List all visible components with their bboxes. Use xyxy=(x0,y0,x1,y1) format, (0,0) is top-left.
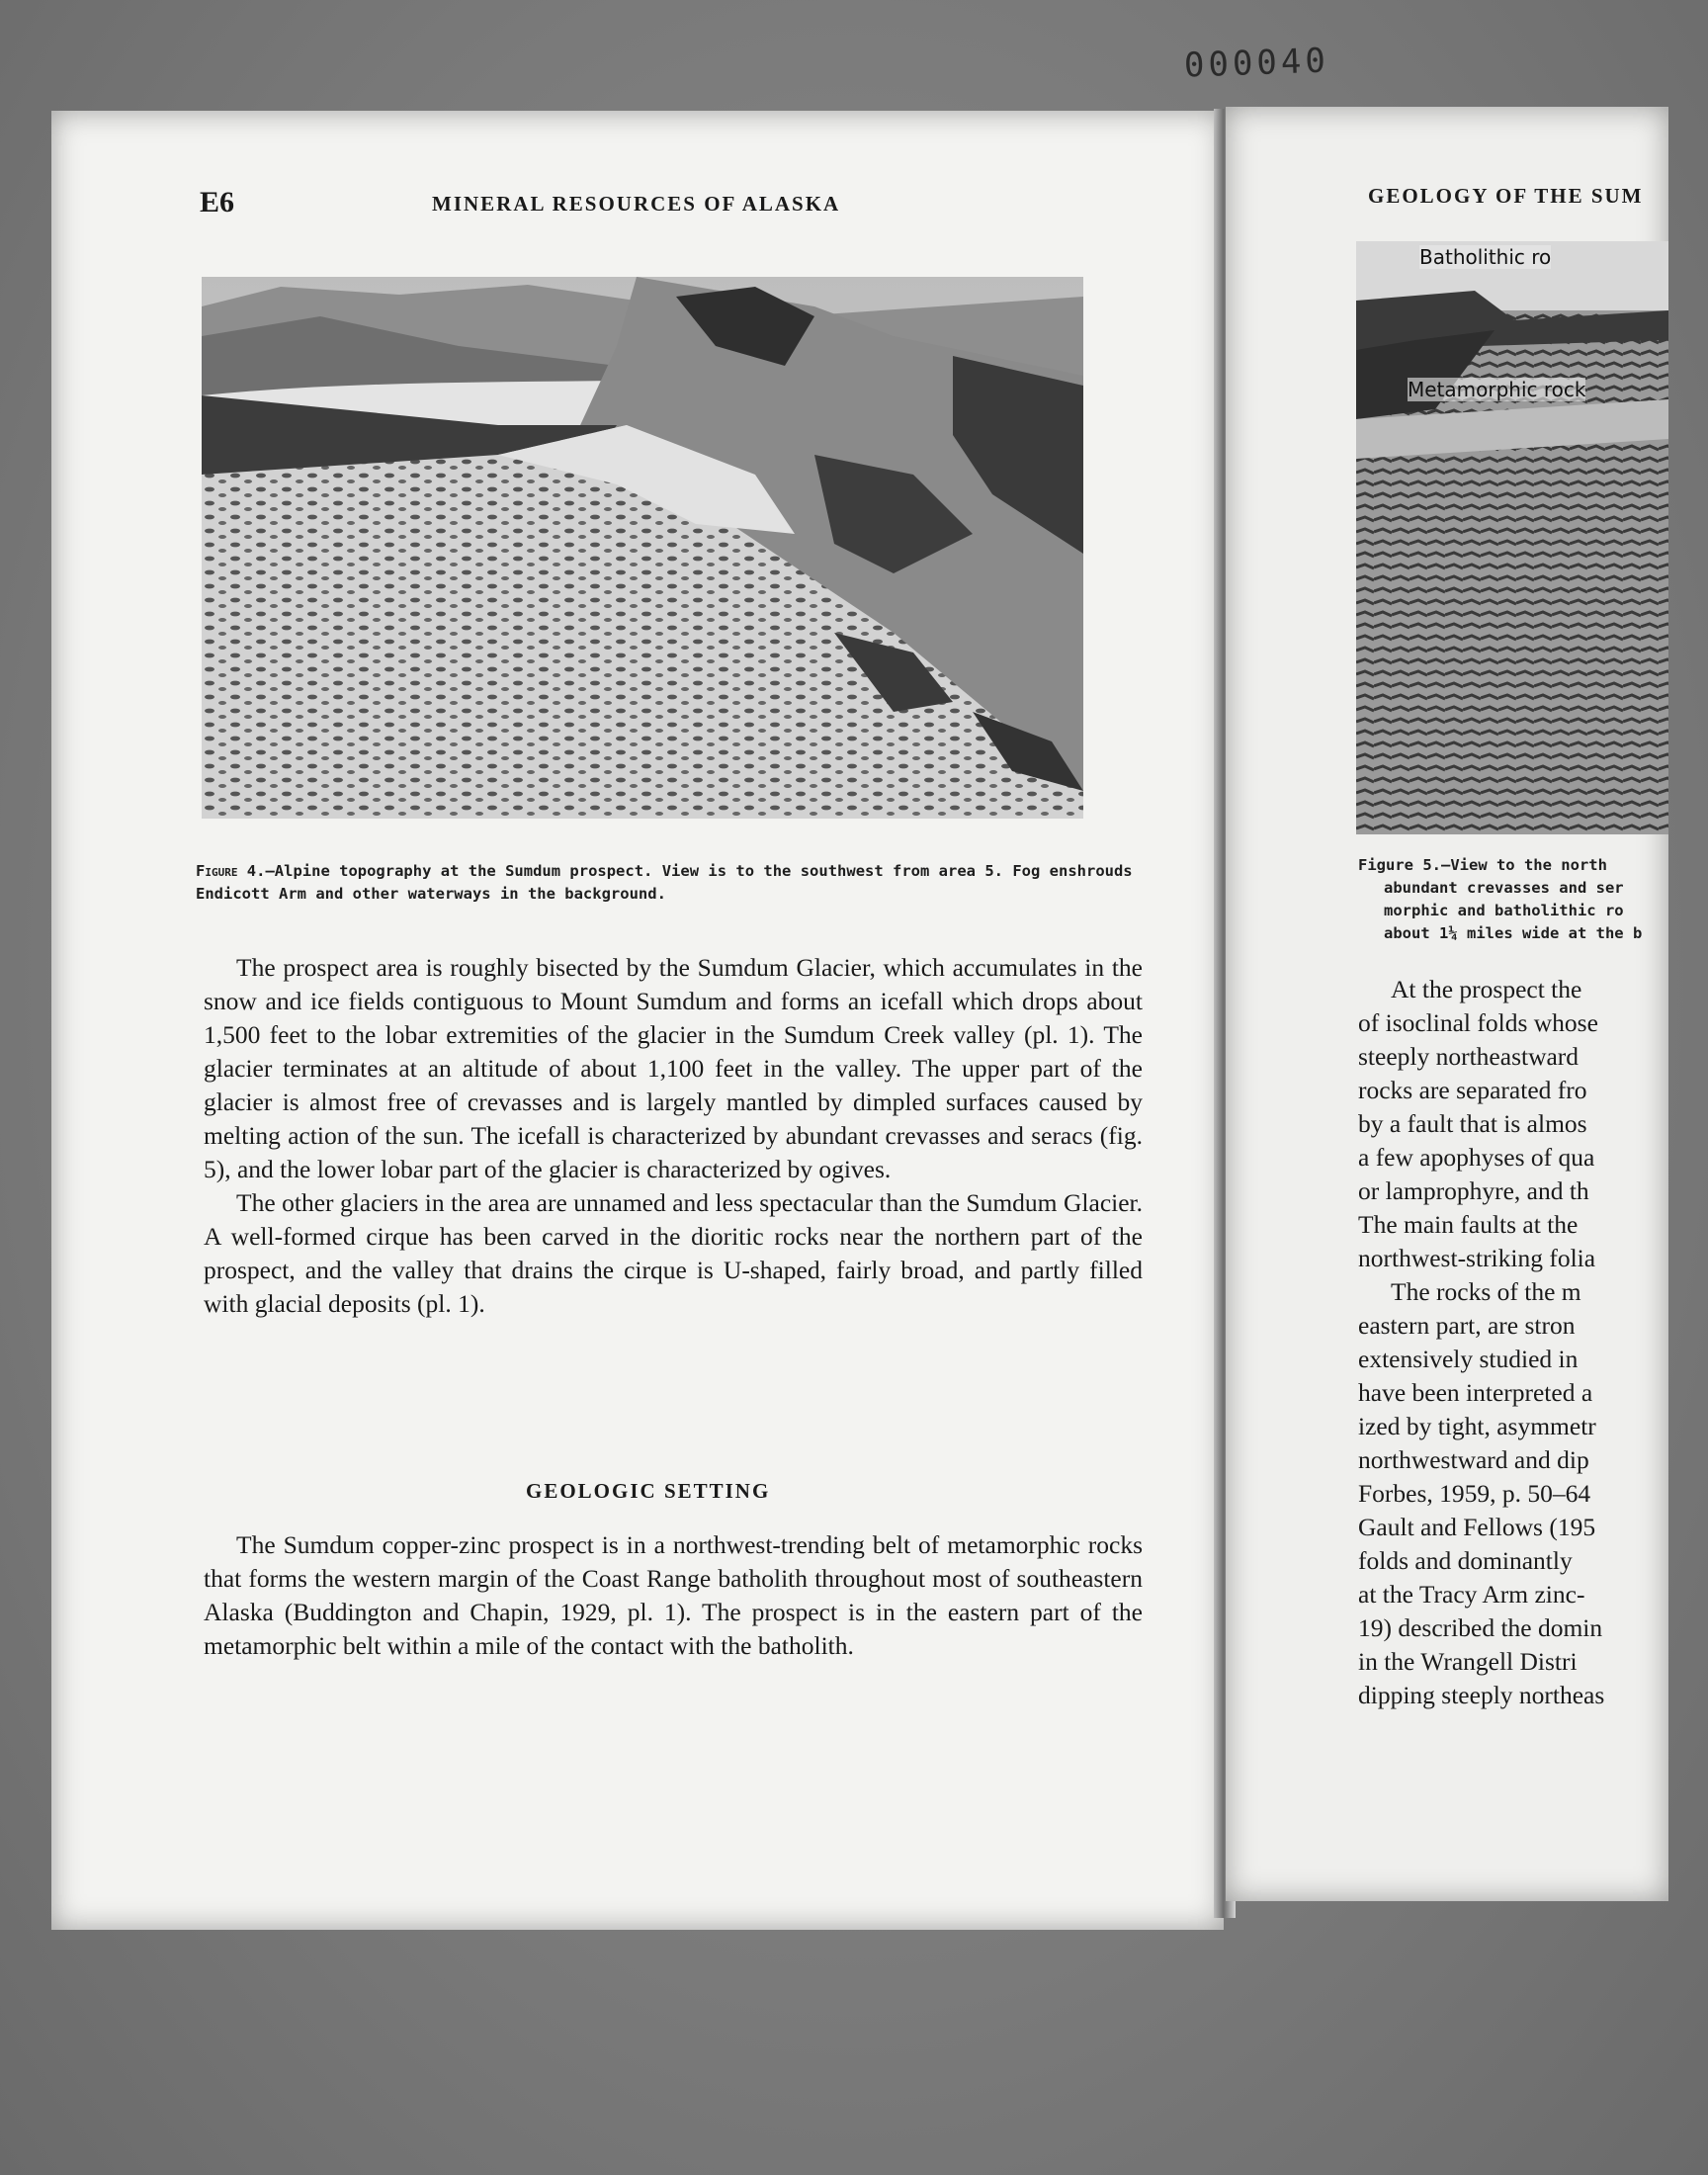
right-text-line: Gault and Fellows (195 xyxy=(1358,1513,1596,1541)
right-text-line: of isoclinal folds whose xyxy=(1358,1008,1598,1037)
right-text-line: The rocks of the m xyxy=(1391,1277,1581,1306)
right-caption-line: Figure 5.—View to the north xyxy=(1358,856,1607,874)
right-text-line: by a fault that is almos xyxy=(1358,1109,1587,1138)
figure-caption-text: —Alpine topography at the Sumdum prospect. View is to the southwest from area 5. Fog enshrouds Endicott Arm and other waterways in the background. xyxy=(196,862,1133,903)
section-body xyxy=(204,1528,1143,1663)
right-caption-line: abundant crevasses and ser xyxy=(1384,879,1624,897)
right-text-line: 19) described the domin xyxy=(1358,1613,1603,1642)
mountain-glacier-photo xyxy=(202,277,1083,819)
right-figure-caption xyxy=(1358,854,1668,945)
photo-label-metamorphic: Metamorphic rock xyxy=(1408,378,1586,401)
paragraph-3: The Sumdum copper-zinc prospect is in a northwest-trending belt of metamorphic rocks that forms the western margin of the Coast Range batholith throughout most of southeastern Alaska (Buddington and Chapin, 1929, pl. 1). The prospect is in the eastern part of the metamorphic belt within a mile of the contact with the batholith. xyxy=(204,1530,1143,1660)
icefall-photo xyxy=(1356,241,1668,834)
right-text-line: dipping steeply northeas xyxy=(1358,1681,1605,1709)
paragraph-2: The other glaciers in the area are unnamed and less spectacular than the Sumdum Glacier. A well-formed cirque has been carved in the dioritic rocks near the northern part of the prospect, and the valley that drains the cirque is U-shaped, fairly broad, and partly filled with glacial deposits (pl. 1). xyxy=(204,1188,1143,1318)
figure-label: Figure 4. xyxy=(196,862,266,880)
right-running-head: GEOLOGY OF THE SUM xyxy=(1368,184,1644,208)
right-text-line: steeply northeastward xyxy=(1358,1042,1580,1071)
body-paragraphs xyxy=(204,951,1143,1321)
right-text-line: have been interpreted a xyxy=(1358,1378,1593,1407)
right-text-line: at the Tracy Arm zinc- xyxy=(1358,1580,1585,1609)
archive-stamp: 000040 xyxy=(1183,41,1330,86)
page-number: E6 xyxy=(200,186,235,218)
figure-caption xyxy=(196,860,1145,906)
right-text-line: folds and dominantly xyxy=(1358,1546,1573,1575)
right-text-line: rocks are separated fro xyxy=(1358,1076,1587,1104)
paragraph-1: The prospect area is roughly bisected by the Sumdum Glacier, which accumulates in the snow and ice fields contiguous to Mount Sumdum and forms an icefall which drops about 1,500 feet to the lobar extremities of the glacier in the Sumdum Creek valley (pl. 1). The glacier terminates at an altitude of about 1,100 feet in the valley. The upper part of the glacier is almost free of crevasses and is largely mantled by dimpled surfaces caused by melting action of the sun. The icefall is characterized by abundant crevasses and seracs (fig. 5), and the lower lobar part of the glacier is characterized by ogives. xyxy=(204,953,1143,1183)
right-text-line: in the Wrangell Distri xyxy=(1358,1647,1578,1676)
right-body-text xyxy=(1358,973,1604,1712)
right-text-line: a few apophyses of qua xyxy=(1358,1143,1595,1172)
right-page xyxy=(1226,107,1668,1901)
icefall-illustration xyxy=(1356,241,1668,834)
right-text-line: extensively studied in xyxy=(1358,1345,1579,1373)
section-heading: GEOLOGIC SETTING xyxy=(526,1479,771,1503)
right-text-line: At the prospect the xyxy=(1391,975,1582,1003)
photo-illustration xyxy=(202,277,1083,819)
photo-label-batholithic: Batholithic ro xyxy=(1419,245,1552,269)
right-text-line: northwest-striking folia xyxy=(1358,1244,1596,1272)
running-head: MINERAL RESOURCES OF ALASKA xyxy=(432,192,841,216)
right-caption-line: morphic and batholithic ro xyxy=(1384,902,1624,919)
right-text-line: The main faults at the xyxy=(1358,1210,1579,1239)
right-text-line: northwestward and dip xyxy=(1358,1445,1589,1474)
left-page xyxy=(51,111,1224,1930)
right-caption-line: about 1¼ miles wide at the b xyxy=(1384,924,1643,942)
right-text-line: Forbes, 1959, p. 50–64 xyxy=(1358,1479,1591,1508)
right-text-line: ized by tight, asymmetr xyxy=(1358,1412,1596,1440)
right-text-line: eastern part, are stron xyxy=(1358,1311,1576,1340)
right-text-line: or lamprophyre, and th xyxy=(1358,1176,1589,1205)
